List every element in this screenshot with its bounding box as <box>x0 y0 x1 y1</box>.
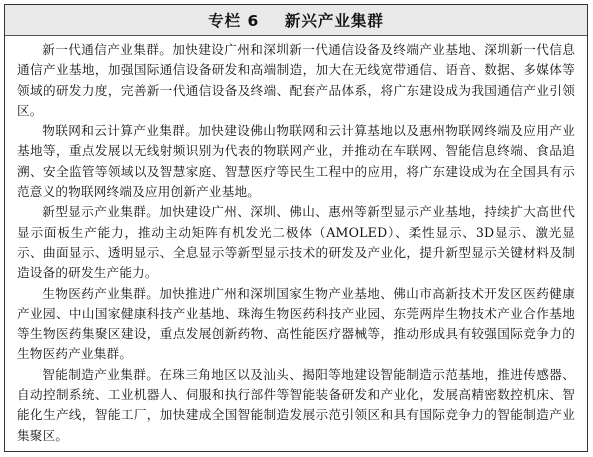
paragraph-iot-cloud-cluster: 物联网和云计算产业集群。加快建设佛山物联网和云计算基地以及惠州物联网终端及应用产业基地等，重点发展以无线射频识别为代表的物联网产业，并推动在车联网、智能信息终端、食品追溯、安全监管等领域以及智慧家庭、智慧医疗等民生工程中的应用，将广东建设成为在全国具有示范意义的物联网终端及应用创新产业基地。 <box>17 123 575 200</box>
paragraph-smart-manufacturing-cluster: 智能制造产业集群。在珠三角地区以及汕头、揭阳等地建设智能制造示范基地，推进传感器、自动控制系统、工业机器人、伺服和执行部件等智能装备研发和产业化，发展高精密数控机床、智能化生产线，智能工厂，加快建成全国智能制造发展示范引领区和具有国际竞争力的智能制造产业集聚区。 <box>17 366 575 443</box>
box-content <box>5 36 587 451</box>
paragraph-communications-cluster: 新一代通信产业集群。加快建设广州和深圳新一代通信设备及终端产业基地、深圳新一代信息通信产业基地，加强国际通信设备研发和高端制造，加大在无线宽带通信、语音、数据、多媒体等领域的研发力度，完善新一代通信设备及终端、配套产品体系，将广东建设成为我国通信产业引领区。 <box>17 42 575 118</box>
box-title: 专栏 6 新兴产业集群 <box>208 12 384 30</box>
feature-box <box>4 4 588 452</box>
paragraph-display-cluster: 新型显示产业集群。加快建设广州、深圳、佛山、惠州等新型显示产业基地，持续扩大高世代显示面板生产能力，推动主动矩阵有机发光二极体（AMOLED）、柔性显示、3D显示、激光显示、曲面显示、透明显示、全息显示等新型显示技术的研发及产业化，提升新型显示关键材料及制造设备的研发生产能力。 <box>17 204 575 281</box>
box-header <box>5 5 587 36</box>
paragraph-biomedicine-cluster: 生物医药产业集群。加快推进广州和深圳国家生物产业基地、佛山市高新技术开发区医药健康产业园、中山国家健康科技产业基地、珠海生物医药科技产业园、东莞两岸生物技术产业合作基地等生物医药集聚区建设，重点发展创新药物、高性能医疗器械等，推动形成具有较强国际竞争力的生物医药产业集群。 <box>17 285 575 362</box>
